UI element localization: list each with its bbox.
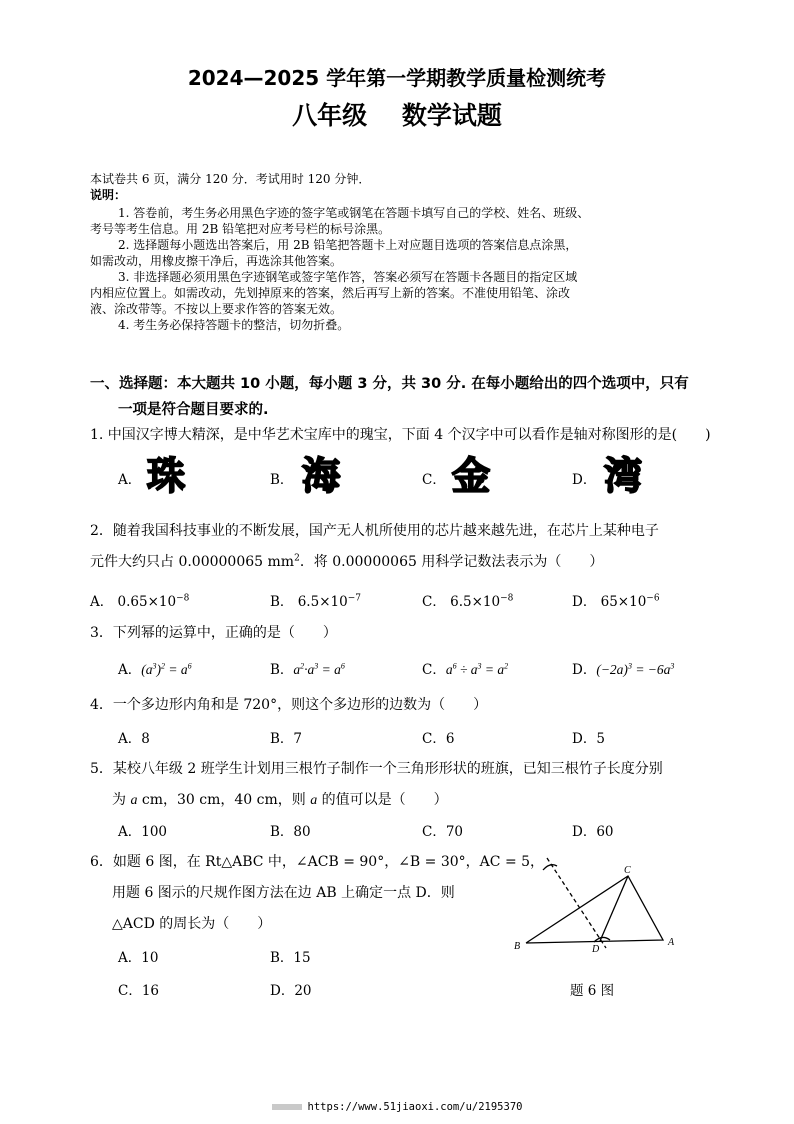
note-3c: 液、涂改带等。不按以上要求作答的答案无效。 <box>90 302 343 316</box>
q2-option-c: C． $6.5\times 10^{-8}$ <box>422 593 514 610</box>
q1-option-b-label: B． <box>270 472 294 488</box>
note-1b: 考号等考生信息。用 2B 铅笔把对应考号栏的标号涂黑。 <box>90 222 391 236</box>
q2-option-a: A． $0.65\times 10^{-8}$ <box>90 593 190 610</box>
question-2-line2: 元件大约只占 0.00000065 $mm^2$．将 0.00000065 用科学记数法表示为（ ） <box>90 553 604 570</box>
note-4: 4. 考生务必保持答题卡的整洁，切勿折叠。 <box>118 318 350 332</box>
note-3: 3. 非选择题必须用黑色字迹钢笔或签字笔作答，答案必须写在答题卡各题目的指定区域 <box>118 270 578 284</box>
perpendicular-bisector <box>547 858 606 948</box>
note-2b: 如需改动，用橡皮擦干净后，再选涂其他答案。 <box>90 254 343 268</box>
q1-option-c-label: C． <box>422 472 446 488</box>
q4-option-a: A．8 <box>118 731 150 747</box>
note-1: 1. 答卷前，考生务必用黑色字迹的签字笔或钢笔在答题卡填写自己的学校、姓名、班级、 <box>118 206 590 220</box>
q1-option-d-label: D． <box>572 472 597 488</box>
q1-option-b-glyph: 海 <box>301 454 340 498</box>
question-2-line1: 2．随着我国科技事业的不断发展，国产无人机所使用的芯片越来越先进，在芯片上某种电子 <box>90 523 659 539</box>
q6-figure <box>510 848 690 960</box>
question-5-line2: 为 a cm，30 cm，40 cm，则 a 的值可以是（ ） <box>112 792 448 808</box>
q6-option-b: B．15 <box>270 950 311 966</box>
notes-label: 说明： <box>90 188 127 202</box>
q1-option-a-label: A． <box>118 472 142 488</box>
q5-option-a: A．100 <box>118 824 168 840</box>
triangle-abc <box>526 876 663 943</box>
question-5-line1: 5．某校八年级 2 班学生计划用三根竹子制作一个三角形形状的班旗，已知三根竹子长度分别 <box>90 761 663 777</box>
question-1-stem: 1. 中国汉字博大精深，是中华艺术宝库中的瑰宝，下面 4 个汉字中可以看作是轴对称图形的是( ) <box>90 427 711 443</box>
q2-option-d: D． $65\times 10^{-6}$ <box>572 593 660 610</box>
footer-logo-icon <box>272 1104 302 1110</box>
question-6-line1: 6．如题 6 图，在 Rt△ABC 中，∠ACB = 90°，∠B = 30°，AC = 5， <box>90 854 545 870</box>
q3-option-d: D．$(-2a)^3 = -6a^3$ <box>572 661 675 678</box>
section-heading: 一、选择题：本大题共 10 小题，每小题 3 分，共 30 分. 在每小题给出的四个选项中，只有 <box>90 376 689 392</box>
q1-option-c-glyph: 金 <box>451 454 490 498</box>
question-6-line3: △ACD 的周长为（ ） <box>112 916 272 932</box>
q4-option-c: C．6 <box>422 731 455 747</box>
note-2: 2. 选择题每小题选出答案后，用 2B 铅笔把答题卡上对应题目选项的答案信息点涂黑， <box>118 238 578 252</box>
q6-option-a: A．10 <box>118 950 159 966</box>
question-3-stem: 3．下列幂的运算中，正确的是（ ） <box>90 625 337 641</box>
section-heading-cont: 一项是符合题目要求的. <box>118 402 269 418</box>
q6-option-d: D．20 <box>270 983 312 999</box>
footer-url[interactable]: https://www.51jiaoxi.com/u/2195370 <box>0 1101 794 1113</box>
intro-line: 本试卷共 6 页，满分 120 分．考试用时 120 分钟． <box>90 172 371 186</box>
figure-caption: 题 6 图 <box>570 983 615 999</box>
arc-top <box>543 865 557 870</box>
q4-option-d: D．5 <box>572 731 605 747</box>
question-6-line2: 用题 6 图示的尺规作图方法在边 AB 上确定一点 D．则 <box>112 885 455 901</box>
q3-option-b: B．$a^2\cdot a^3 = a^6$ <box>270 661 345 678</box>
label-c: C <box>624 865 631 876</box>
label-b: B <box>514 941 521 952</box>
q4-option-b: B．7 <box>270 731 303 747</box>
q3-option-c: C．$a^6 \div a^3 = a^2$ <box>422 661 509 678</box>
label-a: A <box>668 937 675 948</box>
q1-option-a-glyph: 珠 <box>146 454 185 498</box>
label-d: D <box>592 944 600 955</box>
q1-option-d-glyph: 湾 <box>603 454 642 498</box>
q6-option-c: C．16 <box>118 983 160 999</box>
exam-subtitle: 八年级 数学试题 <box>292 101 502 130</box>
q2-option-b: B． $6.5\times 10^{-7}$ <box>270 593 361 610</box>
question-4-stem: 4．一个多边形内角和是 720°，则这个多边形的边数为（ ） <box>90 697 488 713</box>
q3-option-a: A．$(a^3)^2 = a^6$ <box>118 661 192 678</box>
note-3b: 内相应位置上。如需改动，先划掉原来的答案，然后再写上新的答案。不准使用铅笔、涂改 <box>90 286 571 300</box>
q5-option-b: B．80 <box>270 824 311 840</box>
exam-title: 2024—2025 学年第一学期教学质量检测统考 <box>187 66 607 90</box>
q5-option-c: C．70 <box>422 824 464 840</box>
q5-option-d: D．60 <box>572 824 614 840</box>
